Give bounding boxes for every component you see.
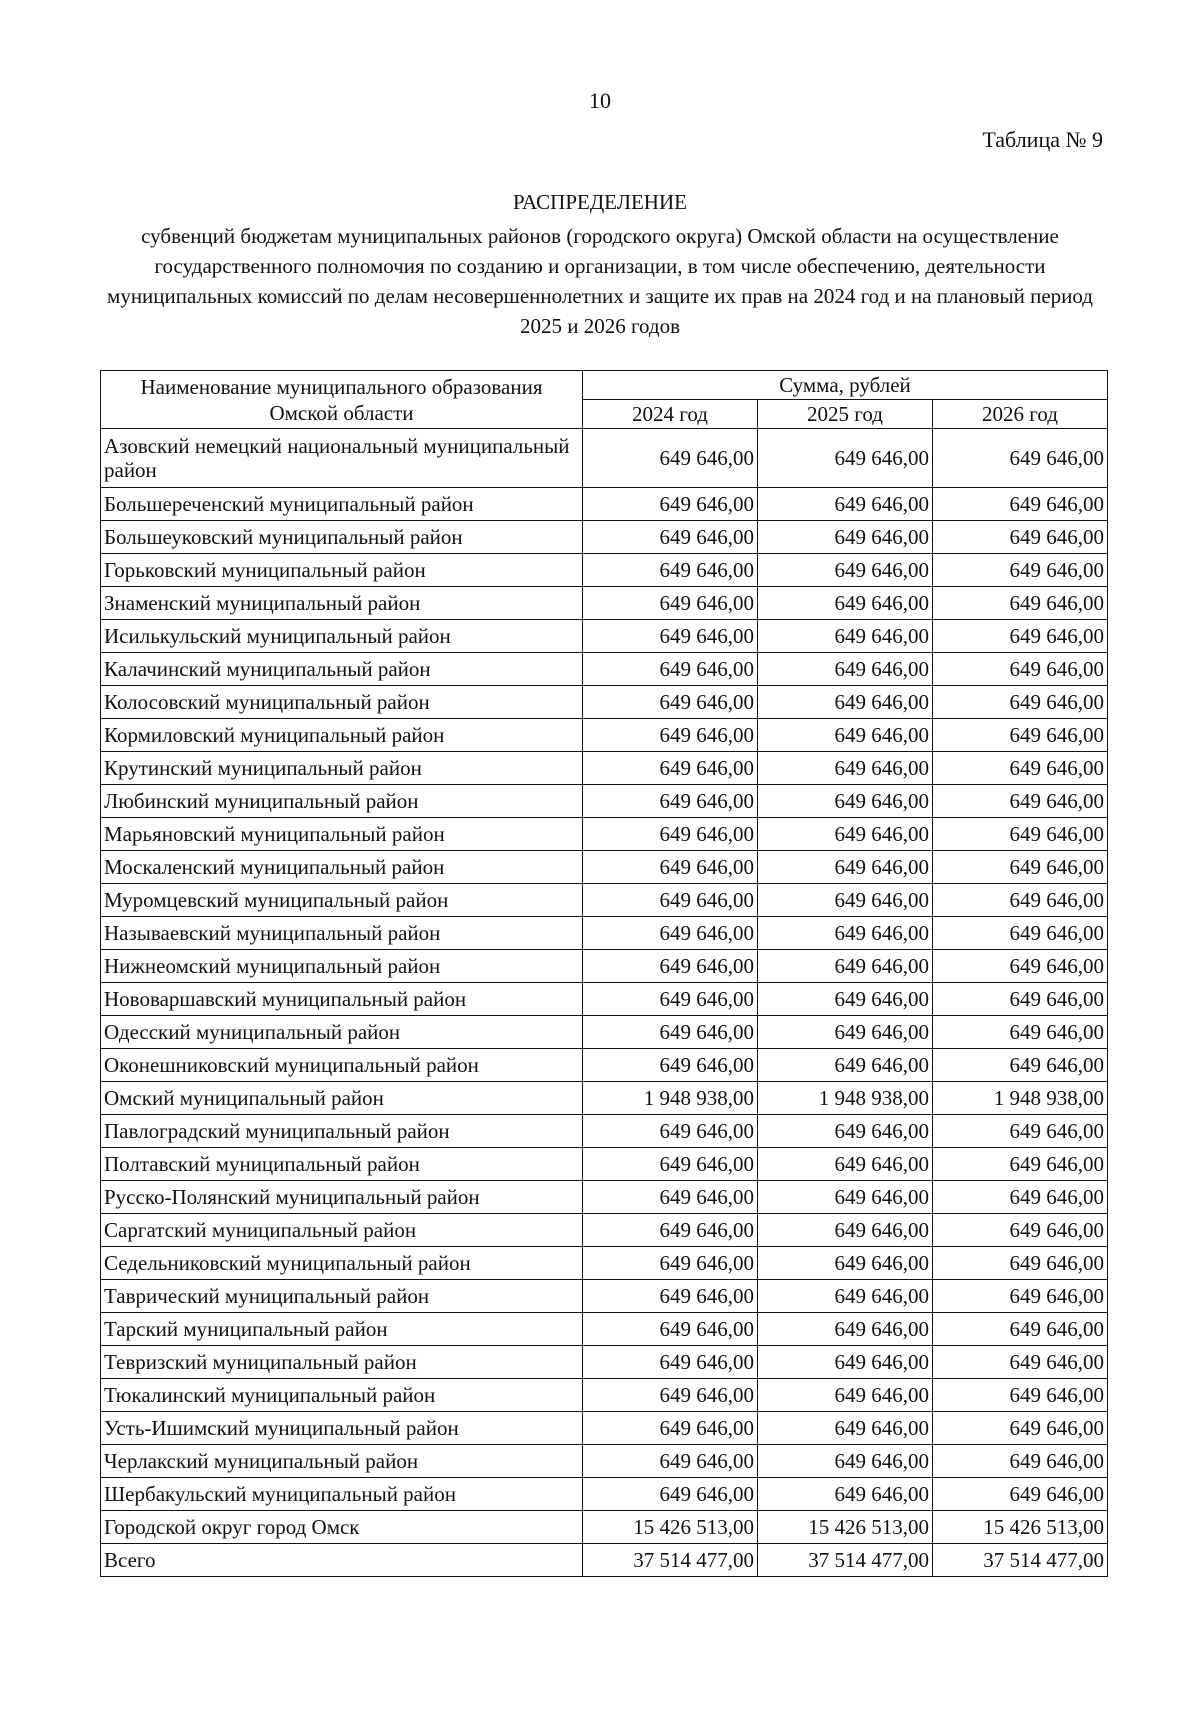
- municipality-name-cell: Нововаршавский муниципальный район: [101, 983, 583, 1016]
- municipality-name-cell: Муромцевский муниципальный район: [101, 884, 583, 917]
- amount-2025-cell: 649 646,00: [758, 950, 933, 983]
- amount-2026-cell: 649 646,00: [933, 488, 1108, 521]
- amount-2024-cell: 649 646,00: [583, 1280, 758, 1313]
- amount-2026-cell: 649 646,00: [933, 1313, 1108, 1346]
- table-row: [101, 1082, 1108, 1115]
- amount-2025-cell: 649 646,00: [758, 1379, 933, 1412]
- amount-2025-cell: 649 646,00: [758, 785, 933, 818]
- total-2024: 37 514 477,00: [583, 1544, 758, 1577]
- municipality-name-cell: Русско-Полянский муниципальный район: [101, 1181, 583, 1214]
- amount-2025-cell: 649 646,00: [758, 1016, 933, 1049]
- municipality-name-cell: Крутинский муниципальный район: [101, 752, 583, 785]
- amount-2026-cell: 649 646,00: [933, 1016, 1108, 1049]
- amount-2025-cell: 1 948 938,00: [758, 1082, 933, 1115]
- amount-2026-cell: 649 646,00: [933, 1181, 1108, 1214]
- municipality-name-cell: Черлакский муниципальный район: [101, 1445, 583, 1478]
- total-label: Всего: [101, 1544, 583, 1577]
- table-row: [101, 1412, 1108, 1445]
- amount-2026-cell: 649 646,00: [933, 1115, 1108, 1148]
- municipality-name-cell: Усть-Ишимский муниципальный район: [101, 1412, 583, 1445]
- amount-2024-cell: 649 646,00: [583, 429, 758, 488]
- amount-2024-cell: 649 646,00: [583, 950, 758, 983]
- municipality-name-cell: Тевризский муниципальный район: [101, 1346, 583, 1379]
- amount-2024-cell: 649 646,00: [583, 719, 758, 752]
- header-year-2026: 2026 год: [933, 400, 1108, 429]
- table-row: [101, 1280, 1108, 1313]
- table-row: [101, 983, 1108, 1016]
- table-row: [101, 1511, 1108, 1544]
- amount-2024-cell: 649 646,00: [583, 587, 758, 620]
- amount-2025-cell: 649 646,00: [758, 1280, 933, 1313]
- table-row: [101, 1214, 1108, 1247]
- table-row: [101, 1379, 1108, 1412]
- header-year-2024: 2024 год: [583, 400, 758, 429]
- amount-2024-cell: 649 646,00: [583, 620, 758, 653]
- table-row: [101, 488, 1108, 521]
- table-row: [101, 1016, 1108, 1049]
- amount-2024-cell: 649 646,00: [583, 884, 758, 917]
- amount-2024-cell: 649 646,00: [583, 1247, 758, 1280]
- amount-2025-cell: 649 646,00: [758, 620, 933, 653]
- amount-2024-cell: 649 646,00: [583, 488, 758, 521]
- municipality-name-cell: Полтавский муниципальный район: [101, 1148, 583, 1181]
- amount-2026-cell: 649 646,00: [933, 1148, 1108, 1181]
- amount-2026-cell: 649 646,00: [933, 1478, 1108, 1511]
- amount-2026-cell: 649 646,00: [933, 1412, 1108, 1445]
- amount-2026-cell: 649 646,00: [933, 587, 1108, 620]
- municipality-name-cell: Саргатский муниципальный район: [101, 1214, 583, 1247]
- municipality-name-cell: Горьковский муниципальный район: [101, 554, 583, 587]
- table-row: [101, 1445, 1108, 1478]
- amount-2024-cell: 649 646,00: [583, 1478, 758, 1511]
- amount-2024-cell: 649 646,00: [583, 851, 758, 884]
- table-row: [101, 1478, 1108, 1511]
- table-row: [101, 884, 1108, 917]
- table-row: [101, 1181, 1108, 1214]
- amount-2026-cell: 649 646,00: [933, 521, 1108, 554]
- amount-2025-cell: 649 646,00: [758, 1478, 933, 1511]
- document-heading: РАСПРЕДЕЛЕНИЕ: [513, 190, 687, 214]
- table-label: Таблица № 9: [982, 127, 1103, 152]
- amount-2025-cell: 649 646,00: [758, 429, 933, 488]
- amount-2026-cell: 649 646,00: [933, 785, 1108, 818]
- municipality-name-cell: Исилькульский муниципальный район: [101, 620, 583, 653]
- amount-2025-cell: 649 646,00: [758, 587, 933, 620]
- amount-2026-cell: 649 646,00: [933, 653, 1108, 686]
- amount-2026-cell: 649 646,00: [933, 429, 1108, 488]
- amount-2024-cell: 649 646,00: [583, 917, 758, 950]
- amount-2025-cell: 649 646,00: [758, 851, 933, 884]
- amount-2025-cell: 649 646,00: [758, 983, 933, 1016]
- municipality-name-cell: Кормиловский муниципальный район: [101, 719, 583, 752]
- header-municipality-name: Наименование муниципального образования Омской области: [101, 371, 583, 429]
- amount-2025-cell: 649 646,00: [758, 1412, 933, 1445]
- amount-2025-cell: 649 646,00: [758, 1247, 933, 1280]
- municipality-name-cell: Знаменский муниципальный район: [101, 587, 583, 620]
- municipality-name-cell: Павлоградский муниципальный район: [101, 1115, 583, 1148]
- amount-2025-cell: 649 646,00: [758, 818, 933, 851]
- amount-2025-cell: 649 646,00: [758, 1181, 933, 1214]
- total-row: [101, 1544, 1108, 1577]
- table-row: [101, 554, 1108, 587]
- municipality-name-cell: Омский муниципальный район: [101, 1082, 583, 1115]
- municipality-name-cell: Оконешниковский муниципальный район: [101, 1049, 583, 1082]
- municipality-name-cell: Колосовский муниципальный район: [101, 686, 583, 719]
- total-2025: 37 514 477,00: [758, 1544, 933, 1577]
- amount-2026-cell: 649 646,00: [933, 1247, 1108, 1280]
- total-2026: 37 514 477,00: [933, 1544, 1108, 1577]
- amount-2024-cell: 649 646,00: [583, 1049, 758, 1082]
- amount-2025-cell: 649 646,00: [758, 917, 933, 950]
- amount-2025-cell: 649 646,00: [758, 1313, 933, 1346]
- table-footer: [101, 1544, 1108, 1577]
- amount-2024-cell: 649 646,00: [583, 752, 758, 785]
- table-row: [101, 620, 1108, 653]
- amount-2024-cell: 649 646,00: [583, 521, 758, 554]
- municipality-name-cell: Нижнеомский муниципальный район: [101, 950, 583, 983]
- municipality-name-cell: Седельниковский муниципальный район: [101, 1247, 583, 1280]
- document-subtitle: субвенций бюджетам муниципальных районов (городского округа) Омской области на осуществление государственного полномочия по созданию и организации, в том числе обеспечению, деятельности муниципальных комиссий по делам несовершеннолетних и защите их прав на 2024 год и на плановый период 2025 и 2026 годов: [107, 224, 1093, 338]
- municipality-name-cell: Городской округ город Омск: [101, 1511, 583, 1544]
- amount-2025-cell: 649 646,00: [758, 1115, 933, 1148]
- amount-2025-cell: 649 646,00: [758, 1148, 933, 1181]
- amount-2026-cell: 649 646,00: [933, 620, 1108, 653]
- amount-2026-cell: 649 646,00: [933, 1214, 1108, 1247]
- amount-2026-cell: 649 646,00: [933, 851, 1108, 884]
- municipality-name-cell: Таврический муниципальный район: [101, 1280, 583, 1313]
- amount-2024-cell: 649 646,00: [583, 653, 758, 686]
- amount-2024-cell: 649 646,00: [583, 686, 758, 719]
- amount-2024-cell: 649 646,00: [583, 818, 758, 851]
- table-row: [101, 752, 1108, 785]
- amount-2024-cell: 649 646,00: [583, 1346, 758, 1379]
- amount-2026-cell: 649 646,00: [933, 1445, 1108, 1478]
- amount-2026-cell: 649 646,00: [933, 686, 1108, 719]
- amount-2026-cell: 649 646,00: [933, 818, 1108, 851]
- municipality-name-cell: Азовский немецкий национальный муниципальный район: [101, 429, 583, 488]
- municipality-name-cell: Большеуковский муниципальный район: [101, 521, 583, 554]
- distribution-table: [100, 370, 1108, 1577]
- amount-2024-cell: 1 948 938,00: [583, 1082, 758, 1115]
- amount-2025-cell: 649 646,00: [758, 1214, 933, 1247]
- municipality-name-cell: Тарский муниципальный район: [101, 1313, 583, 1346]
- table-row: [101, 1346, 1108, 1379]
- table-row: [101, 1049, 1108, 1082]
- table-row: [101, 917, 1108, 950]
- table-row: [101, 653, 1108, 686]
- amount-2025-cell: 649 646,00: [758, 554, 933, 587]
- amount-2025-cell: 649 646,00: [758, 488, 933, 521]
- amount-2026-cell: 649 646,00: [933, 1379, 1108, 1412]
- amount-2024-cell: 649 646,00: [583, 1379, 758, 1412]
- municipality-name-cell: Любинский муниципальный район: [101, 785, 583, 818]
- amount-2025-cell: 649 646,00: [758, 719, 933, 752]
- amount-2026-cell: 15 426 513,00: [933, 1511, 1108, 1544]
- table-row: [101, 1115, 1108, 1148]
- amount-2024-cell: 649 646,00: [583, 1445, 758, 1478]
- table-row: [101, 1313, 1108, 1346]
- amount-2024-cell: 649 646,00: [583, 1412, 758, 1445]
- table-row: [101, 851, 1108, 884]
- amount-2026-cell: 649 646,00: [933, 1049, 1108, 1082]
- amount-2025-cell: 649 646,00: [758, 521, 933, 554]
- amount-2025-cell: 649 646,00: [758, 1346, 933, 1379]
- municipality-name-cell: Тюкалинский муниципальный район: [101, 1379, 583, 1412]
- table-row: [101, 1148, 1108, 1181]
- amount-2024-cell: 649 646,00: [583, 785, 758, 818]
- table-row: [101, 521, 1108, 554]
- amount-2024-cell: 649 646,00: [583, 1115, 758, 1148]
- amount-2025-cell: 649 646,00: [758, 752, 933, 785]
- amount-2026-cell: 649 646,00: [933, 917, 1108, 950]
- amount-2026-cell: 649 646,00: [933, 950, 1108, 983]
- amount-2025-cell: 649 646,00: [758, 686, 933, 719]
- amount-2026-cell: 649 646,00: [933, 719, 1108, 752]
- amount-2024-cell: 649 646,00: [583, 1313, 758, 1346]
- table-row: [101, 950, 1108, 983]
- page-number: 10: [589, 88, 611, 113]
- amount-2024-cell: 649 646,00: [583, 1181, 758, 1214]
- table-header: [101, 371, 1108, 429]
- table-row: [101, 818, 1108, 851]
- table-row: [101, 429, 1108, 488]
- amount-2026-cell: 649 646,00: [933, 884, 1108, 917]
- table-row: [101, 686, 1108, 719]
- municipality-name-cell: Одесский муниципальный район: [101, 1016, 583, 1049]
- amount-2026-cell: 1 948 938,00: [933, 1082, 1108, 1115]
- amount-2025-cell: 649 646,00: [758, 884, 933, 917]
- table-row: [101, 785, 1108, 818]
- municipality-name-cell: Шербакульский муниципальный район: [101, 1478, 583, 1511]
- table-row: [101, 587, 1108, 620]
- amount-2024-cell: 15 426 513,00: [583, 1511, 758, 1544]
- header-year-2025: 2025 год: [758, 400, 933, 429]
- municipality-name-cell: Москаленский муниципальный район: [101, 851, 583, 884]
- amount-2024-cell: 649 646,00: [583, 1214, 758, 1247]
- amount-2025-cell: 649 646,00: [758, 653, 933, 686]
- amount-2025-cell: 649 646,00: [758, 1445, 933, 1478]
- amount-2026-cell: 649 646,00: [933, 752, 1108, 785]
- table-row: [101, 719, 1108, 752]
- amount-2026-cell: 649 646,00: [933, 554, 1108, 587]
- municipality-name-cell: Марьяновский муниципальный район: [101, 818, 583, 851]
- amount-2024-cell: 649 646,00: [583, 1148, 758, 1181]
- amount-2024-cell: 649 646,00: [583, 554, 758, 587]
- amount-2026-cell: 649 646,00: [933, 1280, 1108, 1313]
- table-row: [101, 1247, 1108, 1280]
- amount-2025-cell: 15 426 513,00: [758, 1511, 933, 1544]
- amount-2025-cell: 649 646,00: [758, 1049, 933, 1082]
- header-sum: Сумма, рублей: [583, 371, 1108, 400]
- amount-2026-cell: 649 646,00: [933, 983, 1108, 1016]
- municipality-name-cell: Называевский муниципальный район: [101, 917, 583, 950]
- amount-2026-cell: 649 646,00: [933, 1346, 1108, 1379]
- table-body: [101, 429, 1108, 1544]
- amount-2024-cell: 649 646,00: [583, 983, 758, 1016]
- municipality-name-cell: Большереченский муниципальный район: [101, 488, 583, 521]
- municipality-name-cell: Калачинский муниципальный район: [101, 653, 583, 686]
- amount-2024-cell: 649 646,00: [583, 1016, 758, 1049]
